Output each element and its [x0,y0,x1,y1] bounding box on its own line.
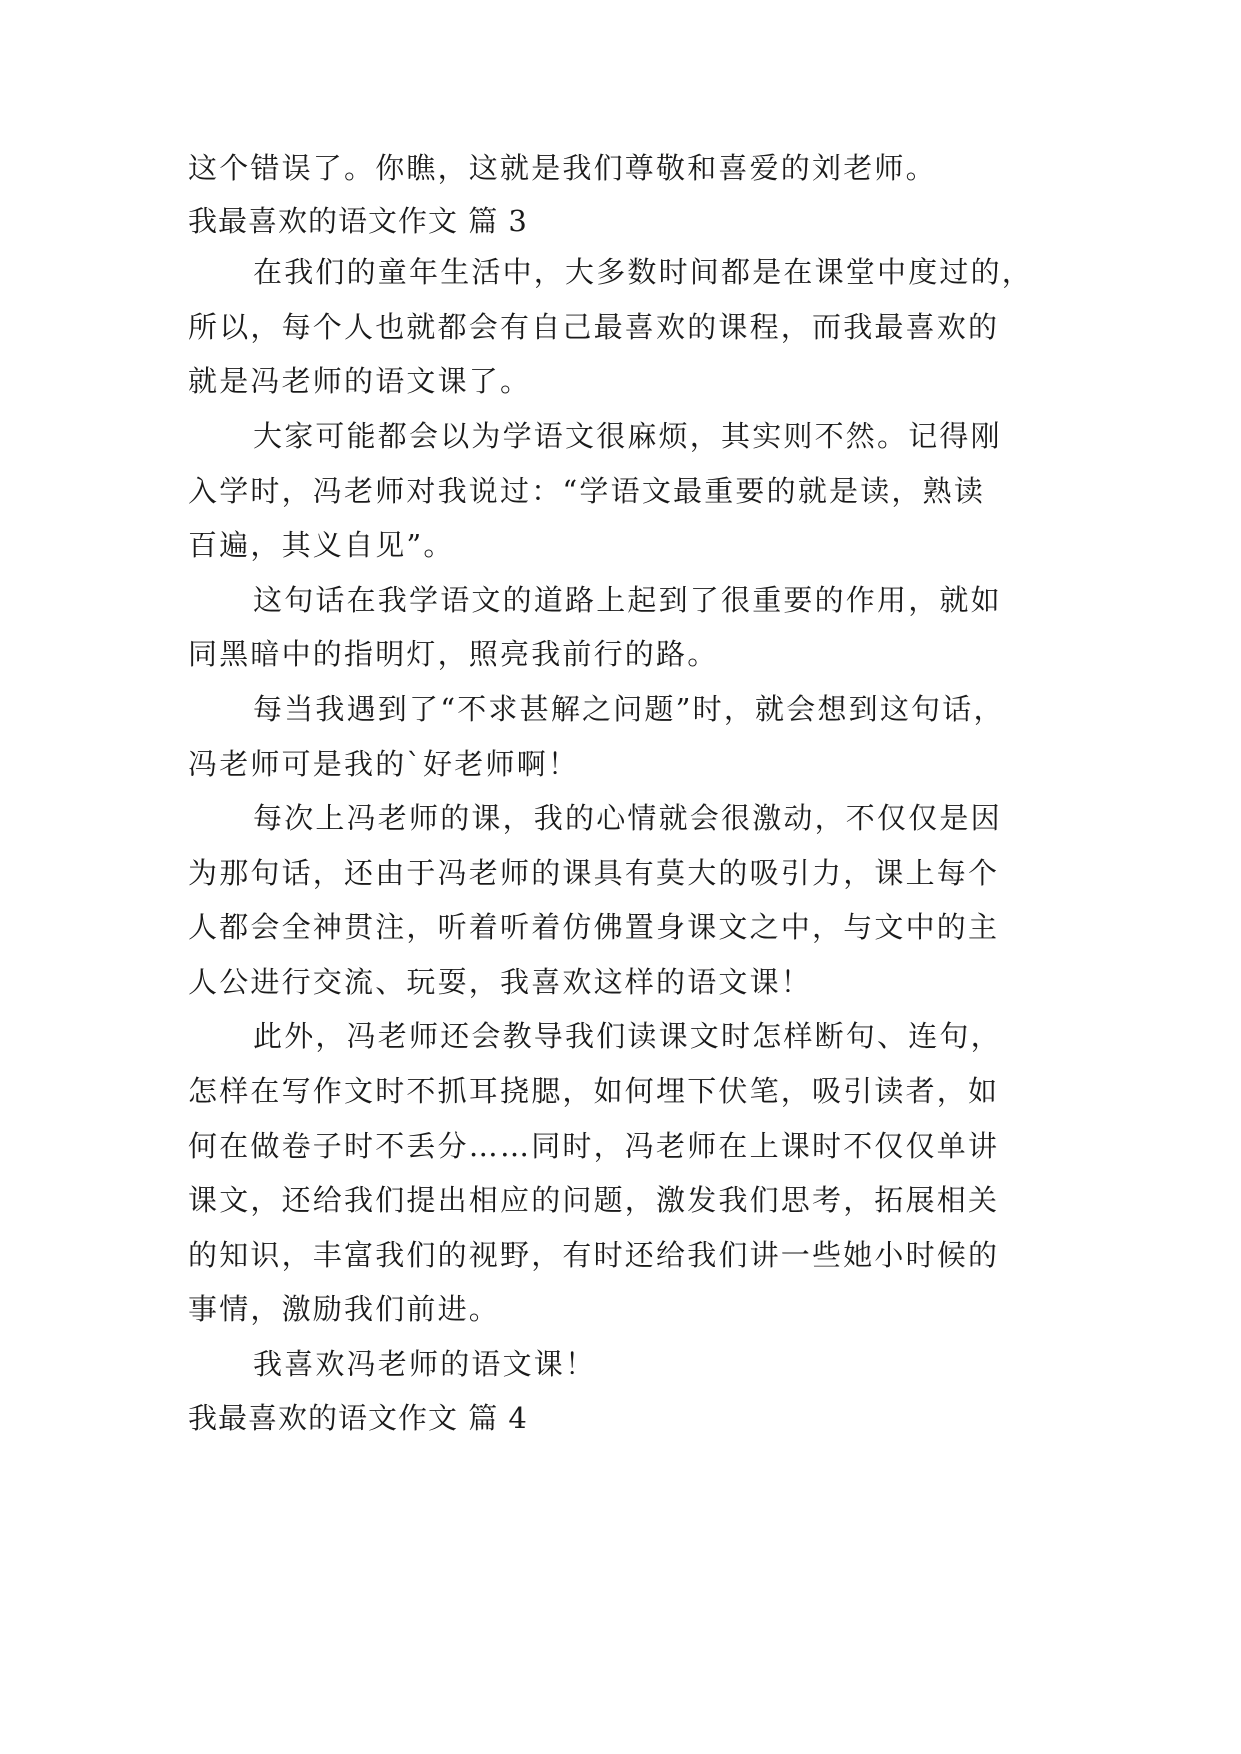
section-heading-3: 我最喜欢的语文作文 篇 3 [188,204,528,238]
paragraph-line: 入学时，冯老师对我说过：“学语文最重要的就是读，熟读 [188,474,986,508]
paragraph-line: 怎样在写作文时不抓耳挠腮，如何埋下伏笔，吸引读者，如 [188,1074,1000,1108]
paragraph-line: 的知识，丰富我们的视野，有时还给我们讲一些她小时候的 [188,1238,1000,1272]
paragraph-line: 我喜欢冯老师的语文课！ [253,1347,597,1381]
paragraph-line: 百遍，其义自见”。 [188,528,455,562]
paragraph-line: 何在做卷子时不丢分……同时，冯老师在上课时不仅仅单讲 [188,1129,1000,1163]
paragraph-line: 每次上冯老师的课，我的心情就会很激动，不仅仅是因 [253,801,1002,835]
section-heading-4: 我最喜欢的语文作文 篇 4 [188,1401,528,1435]
paragraph-line: 就是冯老师的语文课了。 [188,364,532,398]
paragraph-line: 同黑暗中的指明灯，照亮我前行的路。 [188,637,719,671]
paragraph-line: 人都会全神贯注，听着听着仿佛置身课文之中，与文中的主 [188,910,1000,944]
paragraph-line: 课文，还给我们提出相应的问题，激发我们思考，拓展相关 [188,1183,1000,1217]
paragraph-line: 大家可能都会以为学语文很麻烦，其实则不然。记得刚 [253,419,1002,453]
paragraph-line: 冯老师可是我的`好老师啊！ [188,747,580,781]
paragraph-line: 事情，激励我们前进。 [188,1292,501,1326]
paragraph-line: 在我们的童年生活中，大多数时间都是在课堂中度过的， [253,255,1034,289]
paragraph-line: 人公进行交流、玩耍，我喜欢这样的语文课！ [188,965,813,999]
paragraph-line: 每当我遇到了“不求甚解之问题”时，就会想到这句话， [253,692,1005,726]
paragraph-line: 这句话在我学语文的道路上起到了很重要的作用，就如 [253,583,1002,617]
paragraph-line: 此外，冯老师还会教导我们读课文时怎样断句、连句， [253,1019,1002,1053]
paragraph-line: 所以，每个人也就都会有自己最喜欢的课程，而我最喜欢的 [188,310,1000,344]
paragraph-line: 为那句话，还由于冯老师的课具有莫大的吸引力，课上每个 [188,856,1000,890]
paragraph-line: 这个错误了。你瞧，这就是我们尊敬和喜爱的刘老师。 [188,151,937,185]
